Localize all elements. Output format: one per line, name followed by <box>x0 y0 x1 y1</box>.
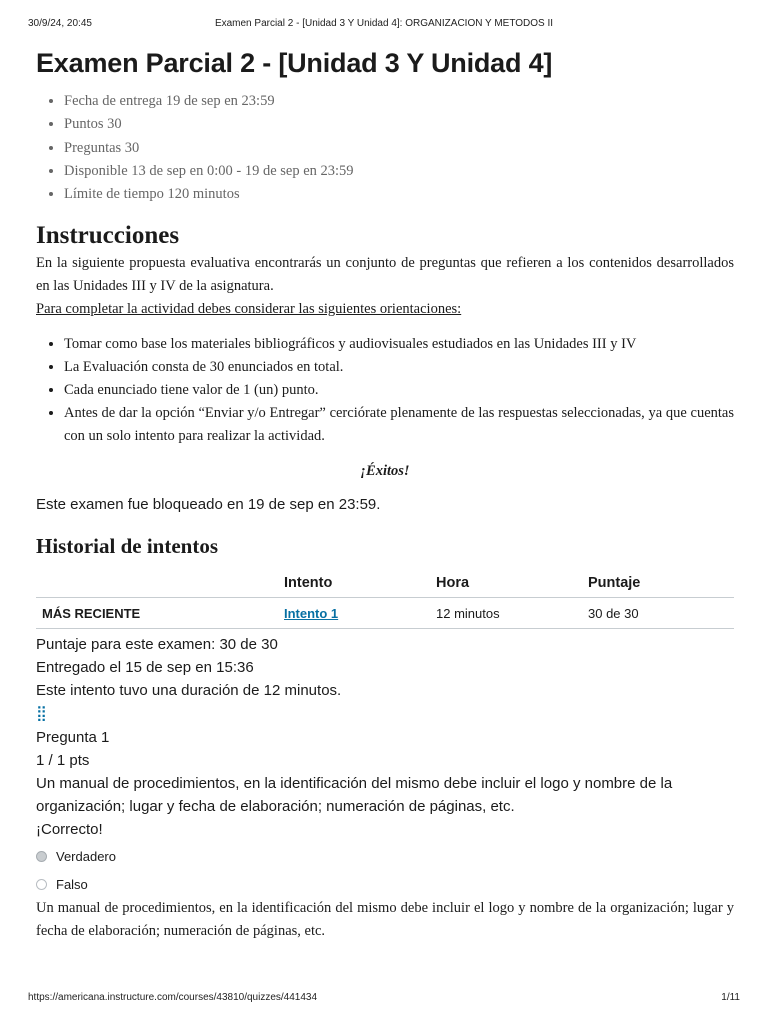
question-text: Un manual de procedimientos, en la identificación del mismo debe incluir el logo y nombre de la organización; lugar y fecha de elaboración; numeración de páginas, etc. <box>36 775 673 816</box>
orientations-title: Para completar la actividad debes considerar las siguientes orientaciones: <box>36 301 462 318</box>
column-header-attempt: Intento <box>278 569 430 598</box>
answer-option-false[interactable] <box>36 871 734 897</box>
instruction-item: • Cada enunciado tiene valor de 1 (un) punto. <box>64 379 734 402</box>
instruction-item: • Antes de dar la opción “Enviar y/o Entregar” cerciórate plenamente de las respuestas seleccionadas, ya que cuentas con un solo intento para realizar la actividad. <box>64 402 734 448</box>
meta-time-limit: • Límite de tiempo 120 minutos <box>64 183 734 206</box>
drag-handle-icon[interactable]: ⣿ <box>36 705 46 723</box>
answer-option-true[interactable] <box>36 843 734 869</box>
question-points: 1 / 1 pts <box>36 752 90 770</box>
page-number: 1/11 <box>721 992 740 1003</box>
column-header-score: Puntaje <box>582 569 734 598</box>
meta-points: • Puntos 30 <box>64 113 734 136</box>
quiz-meta-list <box>36 90 734 206</box>
question-number: Pregunta 1 <box>36 729 110 747</box>
closing-message: ¡Éxitos! <box>360 463 410 480</box>
print-header <box>28 18 740 32</box>
instructions-heading: Instrucciones <box>36 222 180 250</box>
history-heading: Historial de intentos <box>36 534 218 559</box>
print-footer <box>28 992 740 1006</box>
meta-due-date: • Fecha de entrega 19 de sep en 23:59 <box>64 90 734 113</box>
meta-available: • Disponible 13 de sep en 0:00 - 19 de sep en 23:59 <box>64 160 734 183</box>
attempt-link[interactable]: Intento 1 <box>284 605 339 621</box>
answer-explanation: Un manual de procedimientos, en la identificación del mismo debe incluir el logo y nombre de la organización; lugar y fecha de elaboración; numeración de páginas, etc. <box>36 900 734 940</box>
attempt-time: 12 minutos <box>430 598 582 629</box>
print-title: Examen Parcial 2 - [Unidad 3 Y Unidad 4]: ORGANIZACION Y METODOS II <box>214 18 554 29</box>
radio-unselected-icon[interactable] <box>36 879 47 890</box>
table-row <box>36 598 734 629</box>
submitted-at: Entregado el 15 de sep en 15:36 <box>36 659 254 677</box>
column-header-label <box>36 569 278 598</box>
attempt-history-table <box>36 569 734 629</box>
print-url: https://americana.instructure.com/courses/43810/quizzes/441434 <box>28 992 318 1003</box>
instructions-intro: En la siguiente propuesta evaluativa encontrarás un conjunto de preguntas que refieren a los contenidos desarrollados en las Unidades III y IV de la asignatura. <box>36 255 734 295</box>
radio-selected-icon[interactable] <box>36 851 47 862</box>
instruction-item: • Tomar como base los materiales bibliográficos y audiovisuales estudiados en las Unidades III y IV <box>64 333 734 356</box>
quiz-score: Puntaje para este examen: 30 de 30 <box>36 636 278 654</box>
locked-notice: Este examen fue bloqueado en 19 de sep en 23:59. <box>36 496 381 514</box>
table-header-row <box>36 569 734 598</box>
column-header-time: Hora <box>430 569 582 598</box>
meta-questions: • Preguntas 30 <box>64 137 734 160</box>
attempt-duration: Este intento tuvo una duración de 12 minutos. <box>36 682 342 700</box>
quiz-title: Examen Parcial 2 - [Unidad 3 Y Unidad 4] <box>36 48 553 78</box>
instruction-item: • La Evaluación consta de 30 enunciados en total. <box>64 356 734 379</box>
quiz-content <box>36 46 734 943</box>
attempt-label: MÁS RECIENTE <box>36 598 278 629</box>
attempt-score: 30 de 30 <box>582 598 734 629</box>
instructions-list <box>36 333 734 448</box>
attempt-summary <box>36 633 734 702</box>
print-date: 30/9/24, 20:45 <box>28 18 92 29</box>
answer-feedback: ¡Correcto! <box>36 821 103 839</box>
answer-label: Verdadero <box>56 848 116 864</box>
answer-label: Falso <box>56 876 88 892</box>
